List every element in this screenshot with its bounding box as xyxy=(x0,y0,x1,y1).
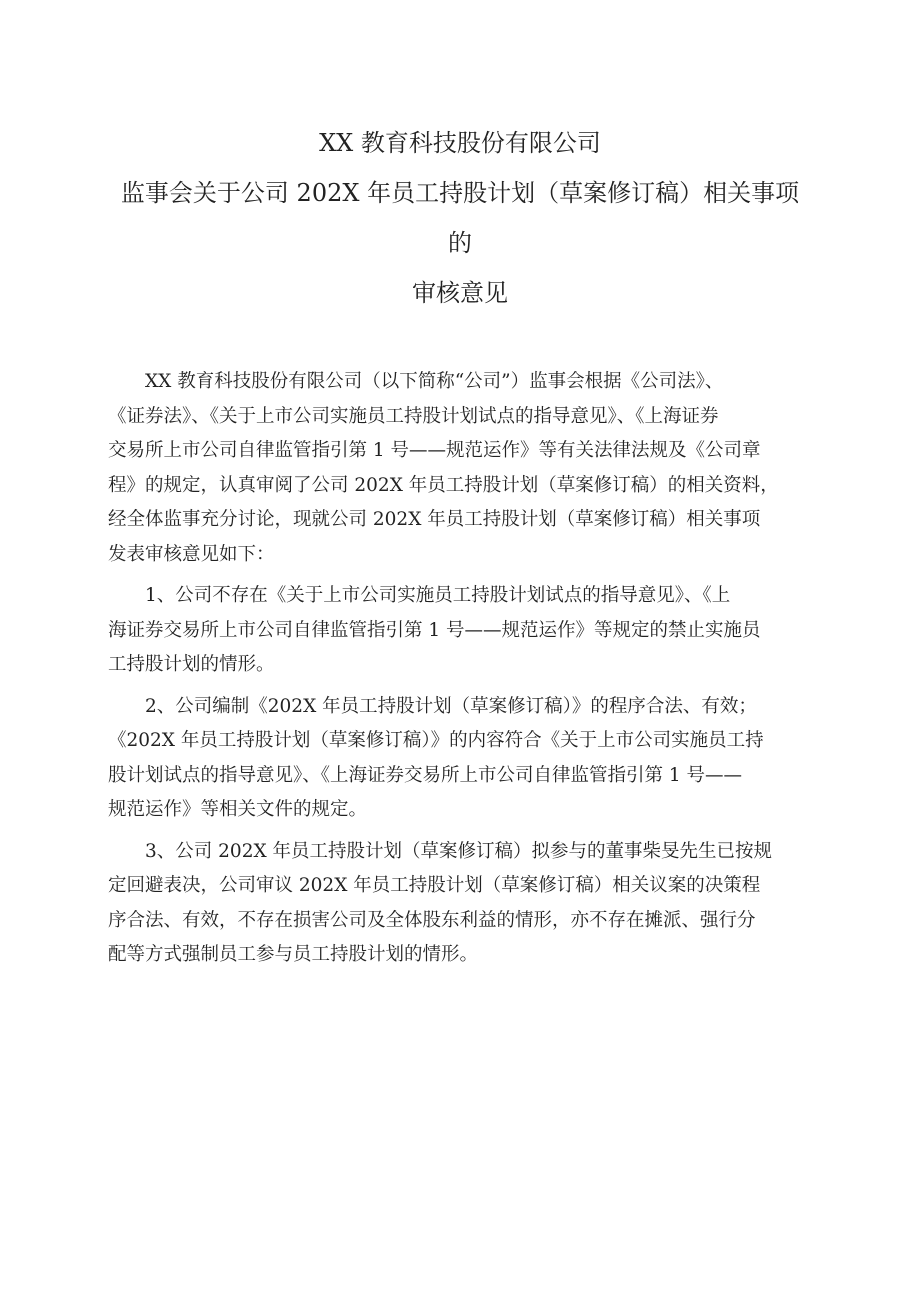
document-body xyxy=(108,365,812,980)
paragraph-line: 规范运作》等相关文件的规定。 xyxy=(108,799,368,820)
paragraph-line: 股计划试点的指导意见》、《上海证券交易所上市公司自律监管指引第 1 号—— xyxy=(108,764,743,786)
paragraph-line: 2、公司编制《202X 年员工持股计划（草案修订稿）》的程序合法、有效； xyxy=(145,695,757,717)
paragraph-line: 配等方式强制员工参与员工持股计划的情形。 xyxy=(108,944,479,965)
title-line-company: XX 教育科技股份有限公司 xyxy=(319,129,601,157)
paragraph-line: 1、公司不存在《关于上市公司实施员工持股计划试点的指导意见》、《上 xyxy=(145,585,731,606)
paragraph-line: 《202X 年员工持股计划（草案修订稿）》的内容符合《关于上市公司实施员工持 xyxy=(108,730,764,751)
paragraph-line: 定回避表决，公司审议 202X 年员工持股计划（草案修订稿）相关议案的决策程 xyxy=(108,875,761,896)
title-line-subject: 监事会关于公司 202X 年员工持股计划（草案修订稿）相关事项 xyxy=(120,179,800,207)
paragraph-line: 工持股计划的情形。 xyxy=(108,654,275,675)
document-title xyxy=(100,118,820,318)
paragraph-line: 海证券交易所上市公司自律监管指引第 1 号——规范运作》等规定的禁止实施员 xyxy=(108,619,761,641)
paragraph-line: 发表审核意见如下： xyxy=(108,543,275,565)
paragraph-line: 3、公司 202X 年员工持股计划（草案修订稿）拟参与的董事柴旻先生已按规 xyxy=(145,840,773,862)
paragraph-line: 程》的规定，认真审阅了公司 202X 年员工持股计划（草案修订稿）的相关资料， xyxy=(108,474,779,496)
paragraph-line: 《证券法》、《关于上市公司实施员工持股计划试点的指导意见》、《上海证券 xyxy=(108,405,719,427)
paragraph-intro xyxy=(108,365,812,572)
title-line-de: 的 xyxy=(448,229,472,257)
paragraph-item-1 xyxy=(108,579,812,683)
paragraph-item-2 xyxy=(108,690,812,828)
paragraph-line: 交易所上市公司自律监管指引第 1 号——规范运作》等有关法律法规及《公司章 xyxy=(108,440,761,461)
paragraph-line: 序合法、有效，不存在损害公司及全体股东利益的情形，亦不存在摊派、强行分 xyxy=(108,909,756,931)
paragraph-line: XX 教育科技股份有限公司（以下简称“公司”）监事会根据《公司法》、 xyxy=(145,371,724,392)
paragraph-item-3 xyxy=(108,835,812,973)
title-line-opinion: 审核意见 xyxy=(412,279,508,307)
paragraph-line: 经全体监事充分讨论，现就公司 202X 年员工持股计划（草案修订稿）相关事项 xyxy=(108,509,761,530)
